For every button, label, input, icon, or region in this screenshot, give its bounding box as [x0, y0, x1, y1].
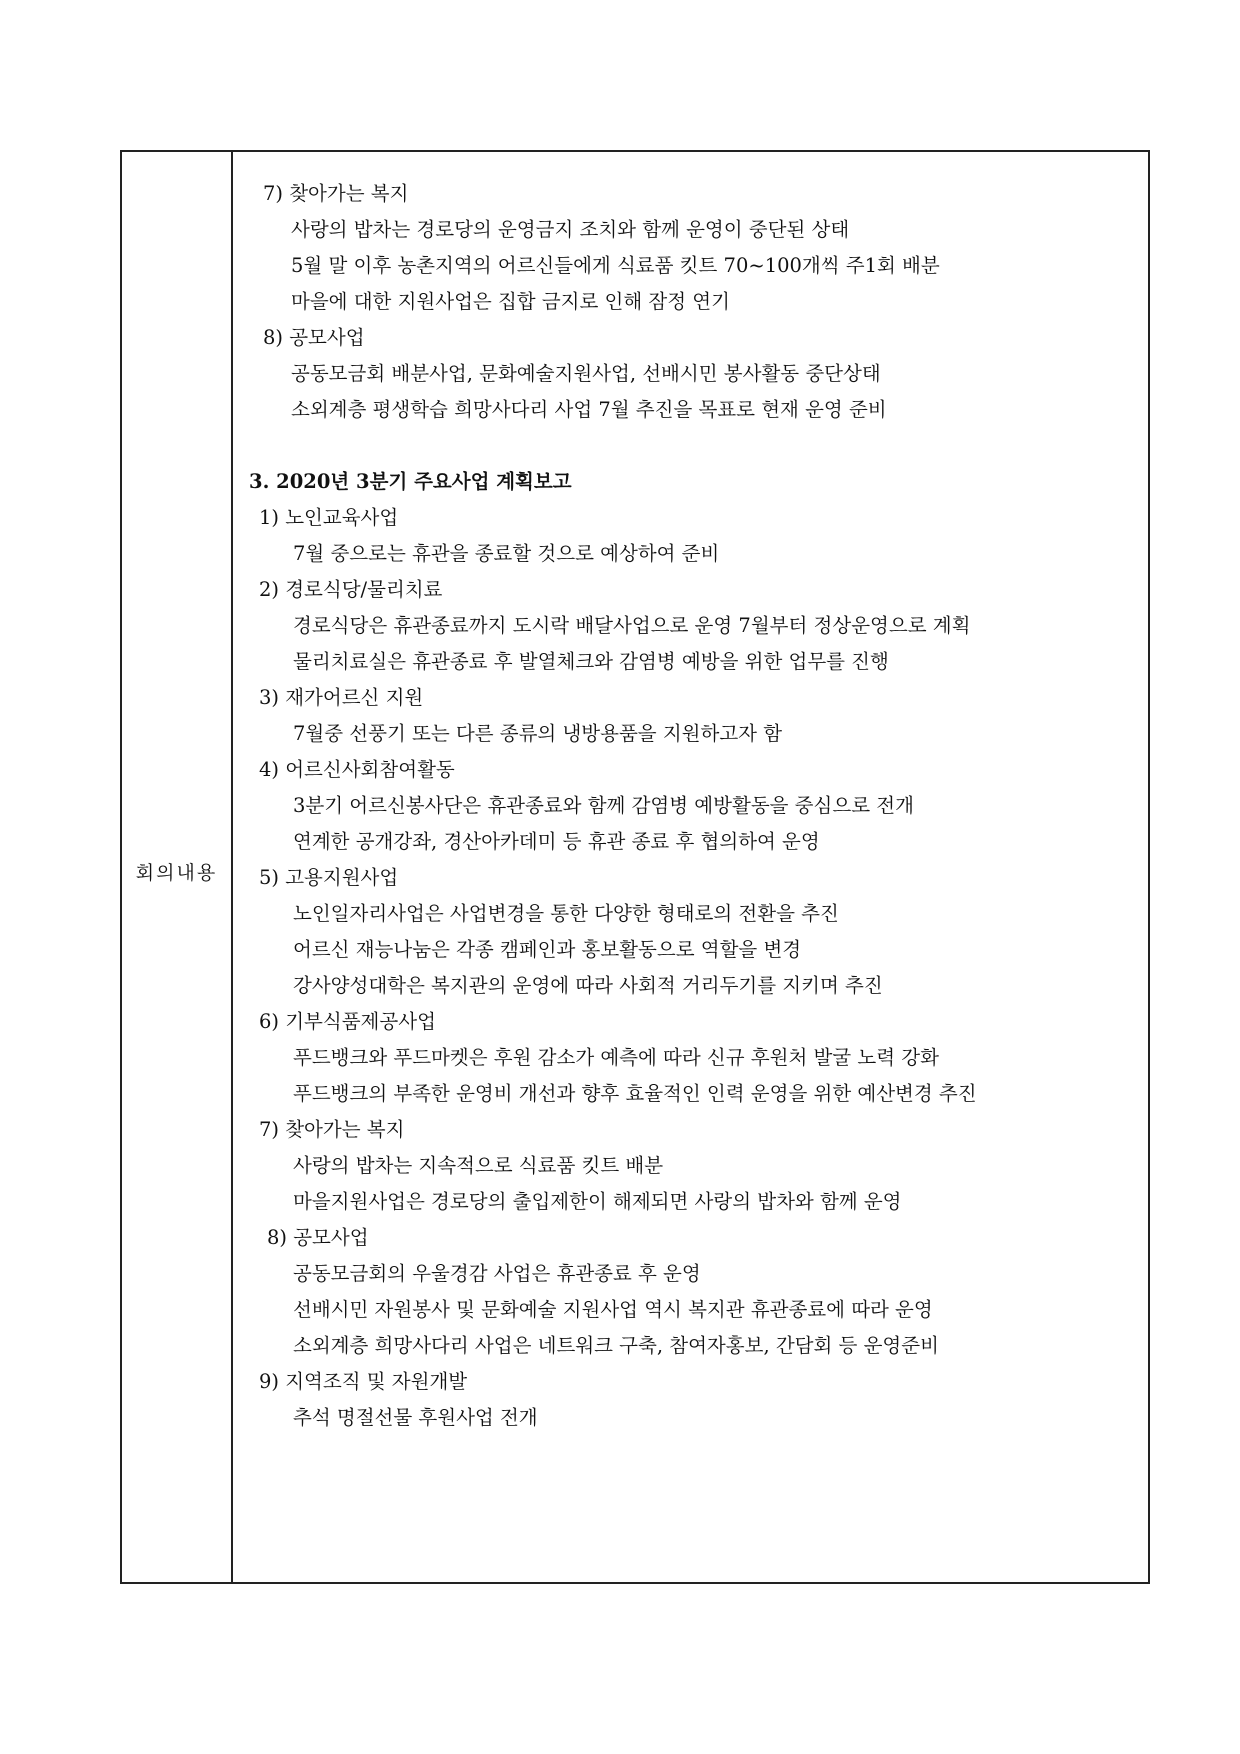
section-item-line: 마을지원사업은 경로당의 출입제한이 해제되면 사랑의 밥차와 함께 운영: [293, 1190, 902, 1213]
section-item-line: 경로식당은 휴관종료까지 도시락 배달사업으로 운영 7월부터 정상운영으로 계획: [293, 614, 971, 637]
section-item-line: 푸드뱅크와 푸드마켓은 후원 감소가 예측에 따라 신규 후원처 발굴 노력 강화: [293, 1046, 939, 1069]
section-item-title: 1) 노인교육사업: [259, 506, 399, 529]
content-cell: [235, 152, 1148, 1582]
section-item-line: 어르신 재능나눔은 각종 캠페인과 홍보활동으로 역할을 변경: [293, 938, 802, 961]
section-item-line: 사랑의 밥차는 지속적으로 식료품 킷트 배분: [293, 1154, 664, 1177]
section-item-title: 7) 찾아가는 복지: [263, 182, 409, 205]
section-item-title: 8) 공모사업: [267, 1226, 369, 1249]
section-item-title: 9) 지역조직 및 자원개발: [259, 1370, 468, 1393]
section-item-line: 3분기 어르신봉사단은 휴관종료와 함께 감염병 예방활동을 중심으로 전개: [293, 794, 914, 817]
section-item-title: 5) 고용지원사업: [259, 866, 399, 889]
section-item-line: 노인일자리사업은 사업변경을 통한 다양한 형태로의 전환을 추진: [293, 902, 839, 925]
section-item-title: 4) 어르신사회참여활동: [259, 758, 455, 781]
section-item-line: 물리치료실은 휴관종료 후 발열체크와 감염병 예방을 위한 업무를 진행: [293, 650, 889, 673]
section-item-line: 소외계층 희망사다리 사업은 네트워크 구축, 참여자홍보, 간담회 등 운영준비: [293, 1334, 939, 1357]
section-item-line: 선배시민 자원봉사 및 문화예술 지원사업 역시 복지관 휴관종료에 따라 운영: [293, 1298, 933, 1321]
section-item-line: 강사양성대학은 복지관의 운영에 따라 사회적 거리두기를 지키며 추진: [293, 974, 883, 997]
meeting-minutes-table: [120, 150, 1150, 1584]
section-item-line: 연계한 공개강좌, 경산아카데미 등 휴관 종료 후 협의하여 운영: [293, 830, 820, 853]
section-item-title: 3) 재가어르신 지원: [259, 686, 424, 709]
label-meeting-content: 회의내용: [135, 862, 218, 884]
section-item-line: 7월 중으로는 휴관을 종료할 것으로 예상하여 준비: [293, 542, 720, 565]
label-cell: [122, 152, 233, 1582]
section-item-line: 5월 말 이후 농촌지역의 어르신들에게 식료품 킷트 70~100개씩 주1회 배분: [291, 254, 940, 277]
section-item-title: 8) 공모사업: [263, 326, 365, 349]
section-item-title: 7) 찾아가는 복지: [259, 1118, 405, 1141]
section-item-line: 사랑의 밥차는 경로당의 운영금지 조치와 함께 운영이 중단된 상태: [291, 218, 850, 241]
section-heading: 3. 2020년 3분기 주요사업 계획보고: [249, 470, 572, 493]
section-item-title: 2) 경로식당/물리치료: [259, 578, 443, 601]
section-item-line: 소외계층 평생학습 희망사다리 사업 7월 추진을 목표로 현재 운영 준비: [291, 398, 887, 421]
section-item-line: 공동모금회의 우울경감 사업은 휴관종료 후 운영: [293, 1262, 701, 1285]
section-item-line: 추석 명절선물 후원사업 전개: [293, 1406, 538, 1429]
section-item-line: 마을에 대한 지원사업은 집합 금지로 인해 잠정 연기: [291, 290, 730, 313]
section-item-line: 7월중 선풍기 또는 다른 종류의 냉방용품을 지원하고자 함: [293, 722, 783, 745]
section-item-title: 6) 기부식품제공사업: [259, 1010, 436, 1033]
section-item-line: 푸드뱅크의 부족한 운영비 개선과 향후 효율적인 인력 운영을 위한 예산변경 추진: [293, 1082, 977, 1105]
section-item-line: 공동모금회 배분사업, 문화예술지원사업, 선배시민 봉사활동 중단상태: [291, 362, 881, 385]
